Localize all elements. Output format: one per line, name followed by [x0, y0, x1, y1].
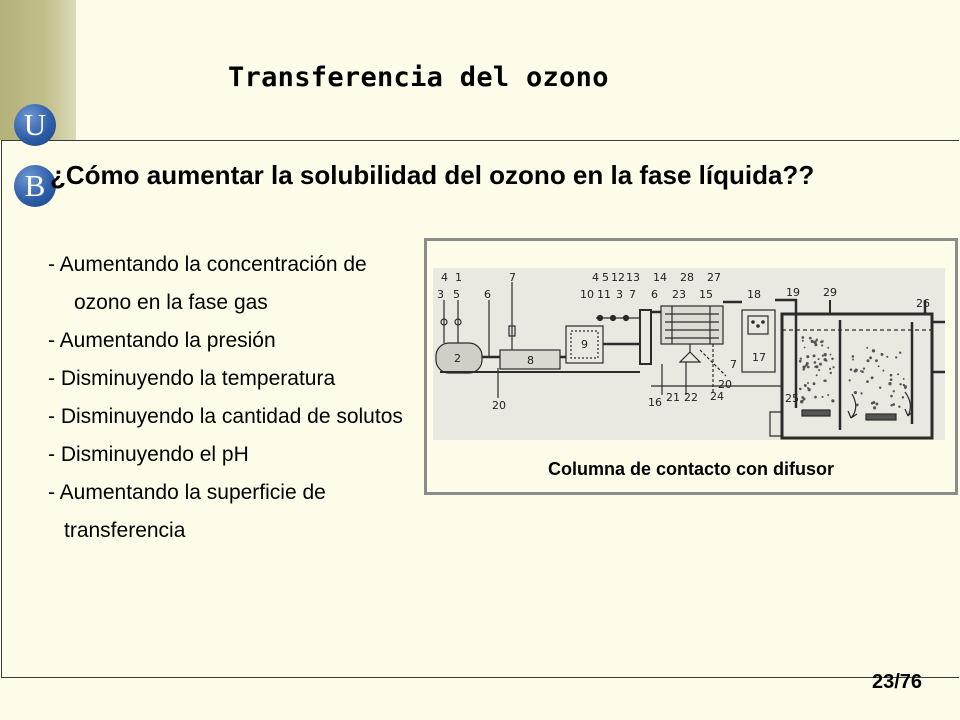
- diagram-label: 29: [823, 286, 837, 299]
- bubble: [855, 369, 858, 372]
- bubble: [814, 396, 817, 399]
- diagram-label: 3: [437, 288, 444, 301]
- diagram-label: 6: [651, 288, 658, 301]
- bubble: [832, 366, 834, 368]
- bubble: [860, 392, 862, 394]
- diagram-label: 11: [597, 288, 611, 301]
- bubble: [803, 397, 806, 400]
- bubble: [888, 382, 891, 385]
- diagram-label: 7: [629, 288, 636, 301]
- bubble: [890, 374, 893, 377]
- bubble: [818, 358, 820, 360]
- bubble: [890, 378, 893, 381]
- bubble: [799, 388, 802, 391]
- bubble: [852, 358, 854, 360]
- diagram-label: 17: [752, 351, 766, 364]
- diagram-label: 9: [581, 338, 588, 351]
- bullet-item: - Disminuyendo el pH: [48, 443, 249, 466]
- bubble: [873, 406, 876, 409]
- figure-box: [424, 238, 958, 495]
- page-number: 23/76: [872, 671, 923, 693]
- bubble: [897, 373, 899, 375]
- bubble: [871, 376, 874, 379]
- diagram-label: 7: [730, 358, 737, 371]
- bubble: [830, 372, 832, 374]
- diagram-label: 20: [492, 399, 506, 412]
- logo-letter-b: B: [24, 168, 46, 203]
- diagram-label: 2: [454, 352, 461, 365]
- diagram-label: 28: [680, 271, 694, 284]
- bubble: [866, 347, 868, 349]
- bullet-item: - Aumentando la presión: [48, 329, 276, 352]
- bubble: [823, 380, 825, 382]
- ozone-contactor-diagram: [424, 238, 958, 495]
- bubble: [827, 394, 829, 396]
- bubble: [804, 347, 806, 349]
- bubble: [806, 355, 809, 358]
- bubble: [878, 365, 880, 367]
- diagram-label: 5: [602, 271, 609, 284]
- bubble: [869, 356, 872, 359]
- bubble: [799, 360, 802, 363]
- question-heading: ¿Cómo aumentar la solubilidad del ozono en la fase líquida??: [50, 160, 815, 190]
- bullet-item-continuation: ozono en la fase gas: [74, 291, 268, 314]
- diagram-label: 15: [699, 288, 713, 301]
- bubble: [831, 399, 834, 402]
- bubble: [821, 344, 823, 346]
- diagram-label: 19: [786, 286, 800, 299]
- bubble: [882, 370, 884, 372]
- diagram-label: 22: [684, 391, 698, 404]
- bubble: [830, 354, 832, 356]
- bubble: [823, 353, 826, 356]
- diagram-label: 6: [484, 288, 491, 301]
- bubble: [867, 359, 870, 362]
- bubble: [829, 368, 831, 370]
- bubble: [800, 358, 802, 360]
- bubble: [860, 370, 862, 372]
- diagram-label: 13: [626, 271, 640, 284]
- diagram-label: 4: [592, 271, 599, 284]
- bubble: [814, 343, 817, 346]
- bubble: [819, 363, 822, 366]
- bubble: [850, 368, 853, 371]
- bubble: [807, 382, 809, 384]
- diagram-label: 1: [455, 271, 462, 284]
- diagram-label: 5: [453, 288, 460, 301]
- diagram-label: 18: [747, 288, 761, 301]
- diagram-label: 3: [616, 288, 623, 301]
- bubble: [818, 369, 820, 371]
- bubble: [814, 366, 816, 368]
- slide-title: Transferencia del ozono: [228, 62, 609, 93]
- diagram-label: 4: [441, 271, 448, 284]
- bubble: [871, 402, 874, 405]
- bullet-item-continuation: transferencia: [64, 519, 186, 542]
- logo-letter-u: U: [23, 107, 47, 142]
- bubble: [802, 368, 804, 370]
- bubble: [890, 404, 893, 407]
- bubble: [812, 354, 815, 357]
- bubble: [890, 395, 893, 398]
- diagram-label: 27: [707, 271, 721, 284]
- bubble: [820, 341, 822, 343]
- bubble: [831, 357, 834, 360]
- bubble: [814, 361, 817, 364]
- bubble: [854, 391, 857, 394]
- bubble: [816, 374, 818, 376]
- diffuser: [866, 414, 896, 420]
- diagram-label: 20: [718, 378, 732, 391]
- bubble: [903, 378, 905, 380]
- bubble: [813, 382, 816, 385]
- bullet-item: - Aumentando la superficie de: [48, 481, 326, 504]
- bullet-item: - Aumentando la concentración de: [48, 253, 367, 276]
- bubble: [801, 336, 804, 339]
- bubble: [802, 340, 804, 342]
- bubble: [815, 339, 817, 341]
- figure-caption: Columna de contacto con difusor: [547, 459, 834, 479]
- bubble: [899, 383, 901, 385]
- bullet-item: - Disminuyendo la temperatura: [48, 367, 336, 390]
- bubble: [898, 405, 900, 407]
- bubble: [806, 362, 809, 365]
- bubble: [866, 380, 869, 383]
- bubble: [886, 356, 888, 358]
- bubble: [899, 351, 901, 353]
- logo-circle-u: [14, 104, 56, 146]
- diagram-label: 10: [580, 288, 594, 301]
- diagram-label: 23: [672, 288, 686, 301]
- bubble: [827, 347, 829, 349]
- diffuser: [802, 410, 830, 416]
- bubble: [821, 396, 823, 398]
- bullet-list: [48, 246, 403, 550]
- bubble: [863, 367, 865, 369]
- bubble: [808, 388, 811, 391]
- bubble: [856, 404, 859, 407]
- diagram-label: 8: [527, 354, 534, 367]
- bubble: [875, 403, 878, 406]
- diagram-label: 21: [666, 391, 680, 404]
- diagram-label: 7: [509, 271, 516, 284]
- bubble: [872, 349, 875, 352]
- bubble: [849, 379, 851, 381]
- bubble: [809, 337, 812, 340]
- diagram-label: 25: [785, 392, 799, 405]
- bubble: [875, 359, 878, 362]
- diagram-label: 14: [653, 271, 667, 284]
- bullet-item: - Disminuyendo la cantidad de solutos: [48, 405, 403, 428]
- bubble: [823, 358, 826, 361]
- bubble: [804, 384, 807, 387]
- diagram-label: 24: [710, 390, 724, 403]
- bubble: [902, 396, 904, 398]
- bubble: [903, 384, 905, 386]
- bubble: [811, 340, 814, 343]
- bubble: [852, 355, 855, 358]
- diagram-label: 12: [611, 271, 625, 284]
- bubble: [881, 353, 884, 356]
- bubble: [893, 390, 895, 392]
- bubble: [879, 386, 881, 388]
- bubble: [895, 356, 897, 358]
- diagram-label: 26: [916, 297, 930, 310]
- diagram-label: 16: [648, 396, 662, 409]
- bubble: [904, 387, 906, 389]
